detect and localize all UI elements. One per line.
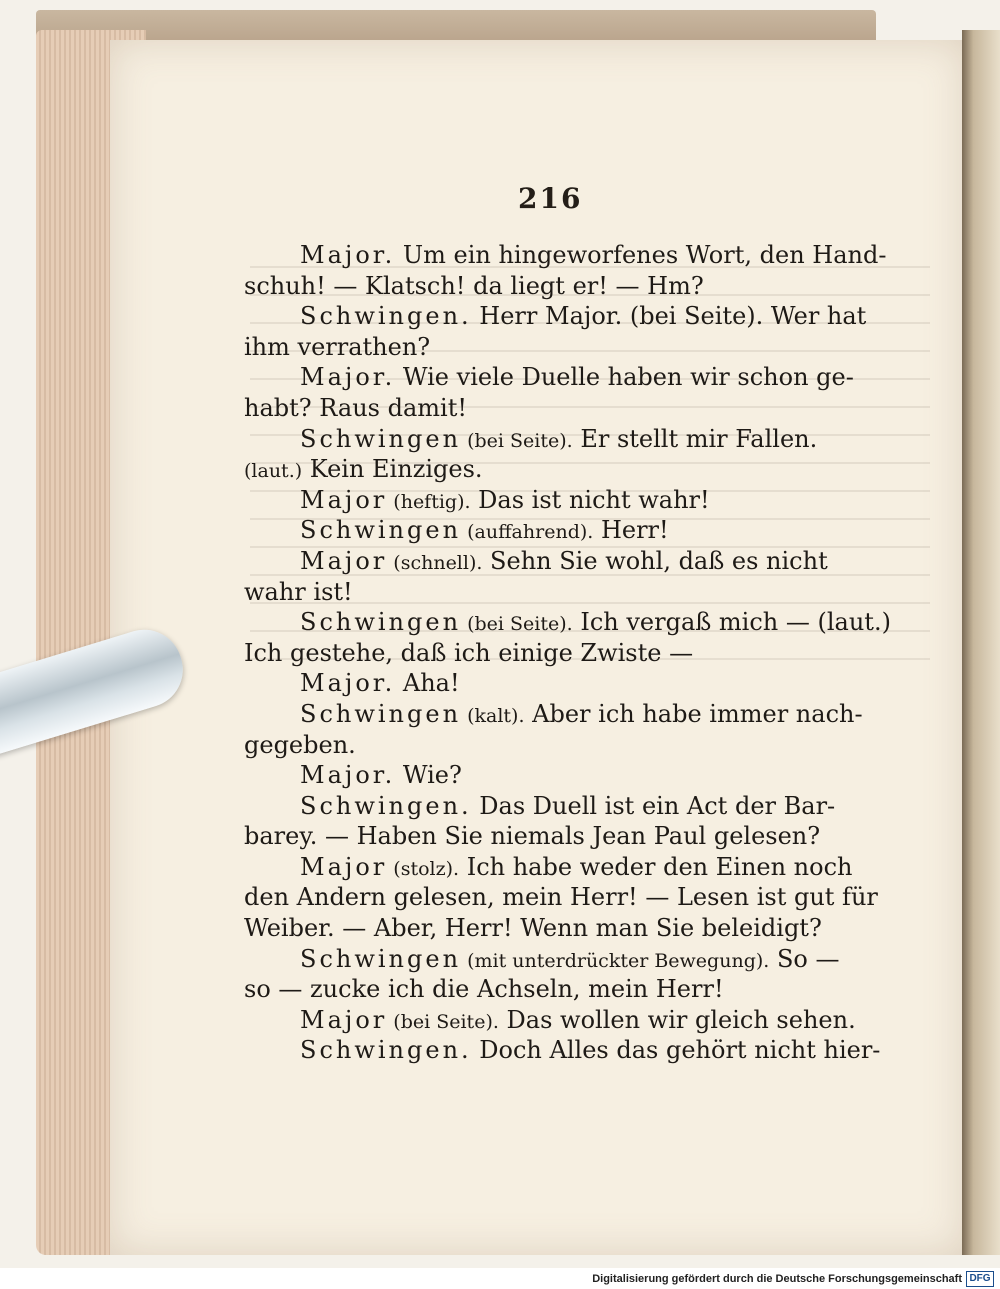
text-line: barey. — Haben Sie niemals Jean Paul gelesen? (244, 822, 821, 851)
text-line: Schwingen (bei Seite). Ich vergaß mich — (laut.) (300, 608, 891, 637)
text-line: den Andern gelesen, mein Herr! — Lesen ist gut für (244, 883, 878, 912)
text-line: gegeben. (244, 730, 356, 759)
dfg-logo: DFG (966, 1271, 994, 1287)
text-line: Schwingen. Doch Alles das gehört nicht hier- (300, 1036, 881, 1065)
text-line: Schwingen. Herr Major. (bei Seite). Wer hat (300, 302, 867, 331)
text-line: so — zucke ich die Achseln, mein Herr! (244, 975, 724, 1004)
text-line: Schwingen. Das Duell ist ein Act der Bar- (300, 791, 836, 820)
text-line: Major (bei Seite). Das wollen wir gleich sehen. (300, 1005, 856, 1034)
page-number: 216 (518, 182, 583, 215)
text-line: ihm verrathen? (244, 332, 431, 361)
text-line: habt? Raus damit! (244, 393, 467, 422)
text-line: Schwingen (auffahrend). Herr! (300, 516, 669, 545)
text-line: Major (heftig). Das ist nicht wahr! (300, 485, 710, 514)
facing-page-edge (962, 30, 1000, 1255)
body-text (244, 240, 891, 1066)
text-line: Schwingen (kalt). Aber ich habe immer nach- (300, 699, 863, 728)
text-line: (laut.) Kein Einziges. (244, 455, 483, 484)
text-line: Ich gestehe, daß ich einige Zwiste — (244, 638, 694, 667)
funding-credit: Digitalisierung gefördert durch die Deutsche Forschungsgemeinschaft (592, 1273, 962, 1285)
text-line: Major (stolz). Ich habe weder den Einen noch (300, 852, 853, 881)
text-line: Weiber. — Aber, Herr! Wenn man Sie beleidigt? (244, 914, 822, 943)
text-line: Major. Wie viele Duelle haben wir schon ge- (300, 363, 854, 392)
text-line: Major. Wie? (300, 761, 462, 790)
text-line: Major (schnell). Sehn Sie wohl, daß es nicht (300, 546, 828, 575)
text-line: wahr ist! (244, 577, 353, 606)
text-line: Major. Um ein hingeworfenes Wort, den Hand- (300, 241, 887, 269)
text-line: Schwingen (mit unterdrückter Bewegung). So — (300, 944, 840, 973)
text-line: schuh! — Klatsch! da liegt er! — Hm? (244, 271, 704, 300)
text-line: Schwingen (bei Seite). Er stellt mir Fallen. (300, 424, 818, 453)
text-line: Major. Aha! (300, 669, 460, 698)
